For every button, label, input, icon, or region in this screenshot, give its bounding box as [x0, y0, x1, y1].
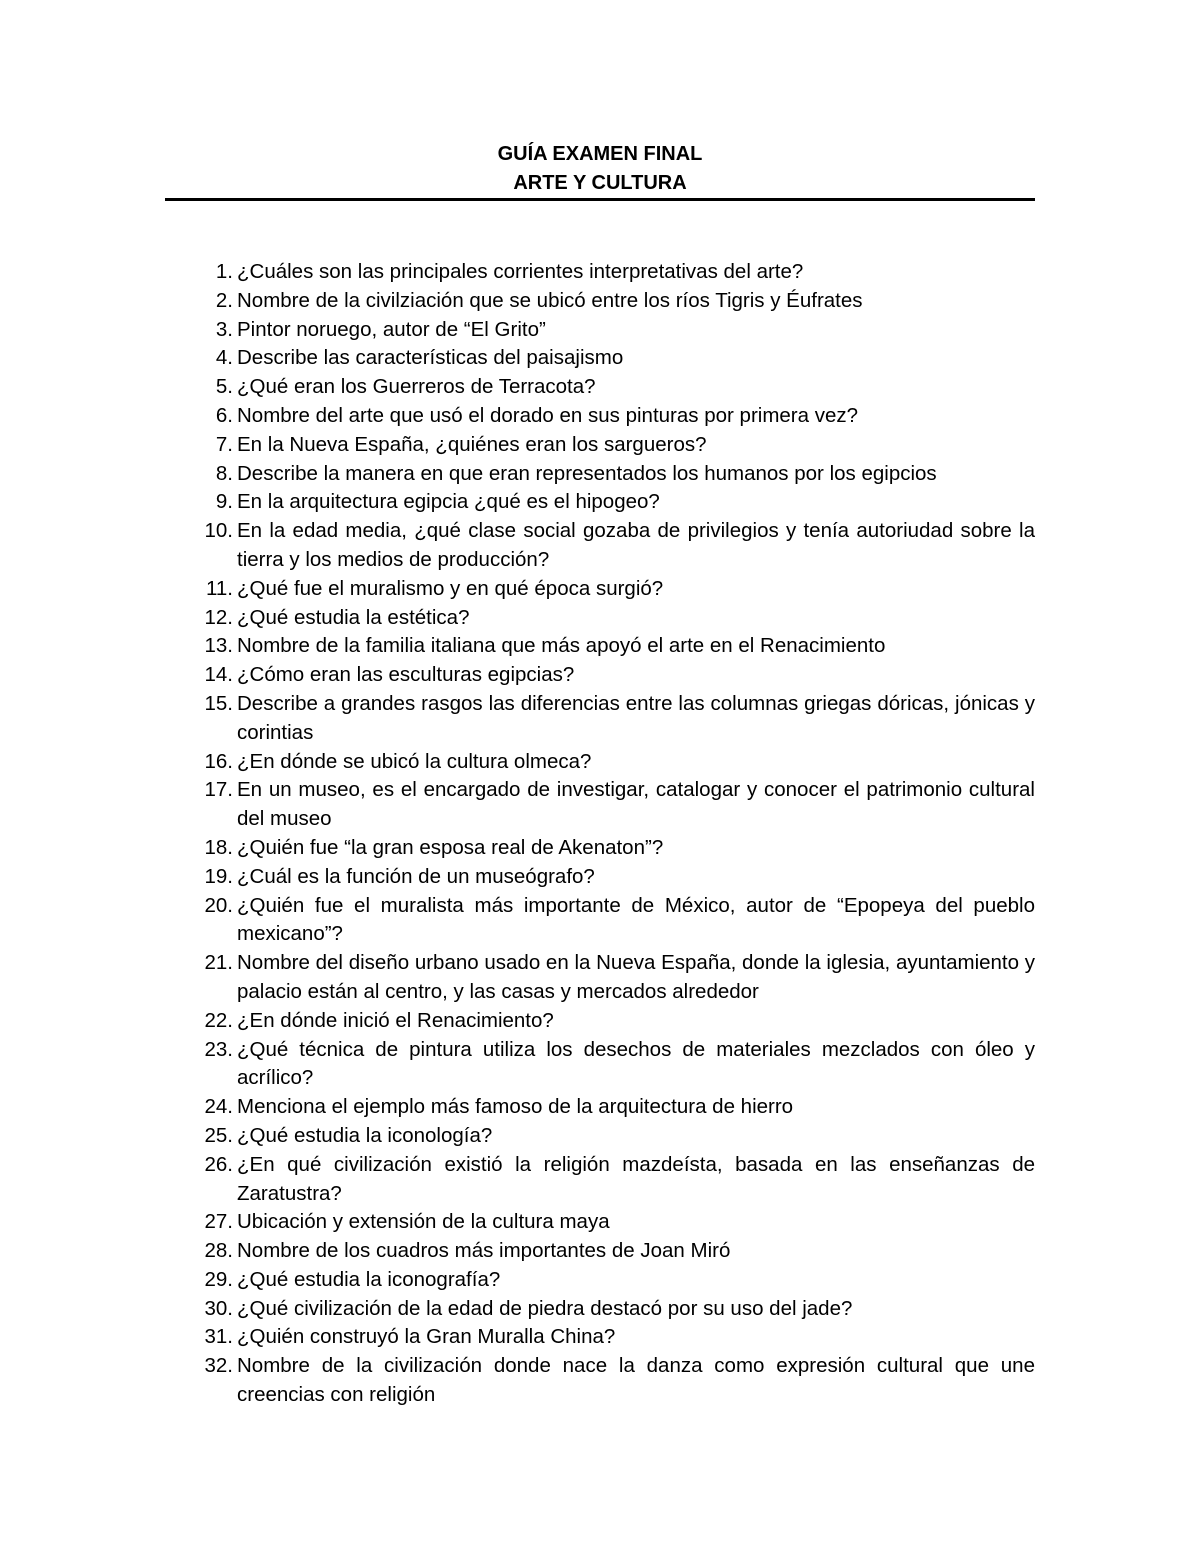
question-text: ¿Qué técnica de pintura utiliza los desechos de materiales mezclados con óleo y acrílico?: [237, 1037, 1035, 1090]
question-item: [0, 1122, 1035, 1151]
question-number: 31.: [204, 1325, 233, 1349]
question-number: 32.: [204, 1354, 233, 1378]
question-item: [0, 1036, 1035, 1094]
question-text: En la edad media, ¿qué clase social gozaba de privilegios y tenía autoriudad sobre la tierra y los medios de producción?: [237, 519, 1035, 571]
question-text: ¿En dónde inició el Renacimiento?: [237, 1008, 554, 1032]
question-item: [0, 1323, 1035, 1352]
question-number: 18.: [204, 835, 233, 859]
question-text: ¿Qué estudia la estética?: [237, 605, 470, 629]
header-divider: [165, 198, 1035, 201]
question-item: [0, 661, 1035, 690]
question-list: [0, 258, 1200, 1410]
question-item: [0, 575, 1035, 604]
question-number: 9.: [215, 490, 233, 514]
question-number: 30.: [204, 1296, 233, 1320]
question-number: 5.: [215, 375, 233, 399]
question-number: 16.: [204, 749, 233, 773]
question-text: ¿Qué civilización de la edad de piedra destacó por su uso del jade?: [237, 1296, 853, 1320]
question-number: 24.: [204, 1095, 233, 1119]
question-text: Nombre del diseño urbano usado en la Nueva España, donde la iglesia, ayuntamiento y palacio están al centro, y las casas y mercados alrededor: [237, 951, 1035, 1003]
question-number: 6.: [215, 403, 233, 427]
question-number: 29.: [204, 1267, 233, 1291]
question-number: 10.: [204, 519, 233, 543]
question-item: [0, 402, 1035, 431]
page-subtitle: ARTE Y CULTURA: [513, 172, 687, 194]
question-text: Ubicación y extensión de la cultura maya: [237, 1210, 610, 1234]
question-item: [0, 1151, 1035, 1209]
question-number: 13.: [204, 634, 233, 658]
question-item: [0, 1093, 1035, 1122]
question-item: [0, 776, 1035, 834]
question-number: 8.: [215, 461, 233, 485]
question-text: Nombre de los cuadros más importantes de Joan Miró: [237, 1239, 731, 1263]
question-number: 27.: [204, 1210, 233, 1234]
question-number: 14.: [204, 663, 233, 687]
question-text: ¿Qué eran los Guerreros de Terracota?: [237, 375, 596, 399]
question-item: [0, 1295, 1035, 1324]
question-item: [0, 892, 1035, 950]
question-number: 28.: [204, 1239, 233, 1263]
question-text: Pintor noruego, autor de “El Grito”: [237, 317, 546, 341]
question-number: 12.: [204, 605, 233, 629]
question-text: En un museo, es el encargado de investigar, catalogar y conocer el patrimonio cultural del museo: [237, 778, 1035, 831]
question-text: Menciona el ejemplo más famoso de la arquitectura de hierro: [237, 1095, 794, 1119]
question-number: 17.: [204, 778, 233, 802]
question-item: [0, 834, 1035, 863]
question-text: ¿Cuáles son las principales corrientes interpretativas del arte?: [237, 260, 804, 283]
question-item: [0, 863, 1035, 892]
question-text: Describe las características del paisajismo: [237, 346, 624, 370]
question-text: En la arquitectura egipcia ¿qué es el hipogeo?: [237, 490, 660, 514]
question-text: ¿Cuál es la función de un museógrafo?: [237, 864, 595, 888]
question-number: 26.: [204, 1152, 233, 1176]
question-item: [0, 632, 1035, 661]
question-number: 3.: [215, 317, 233, 341]
question-item: [0, 488, 1035, 517]
question-number: 25.: [204, 1123, 233, 1147]
document-header: [0, 140, 1200, 198]
question-number: 22.: [204, 1008, 233, 1032]
question-number: 20.: [204, 893, 233, 917]
question-item: [0, 1352, 1035, 1410]
question-item: [0, 517, 1035, 575]
question-item: [0, 431, 1035, 460]
question-text: ¿En dónde se ubicó la cultura olmeca?: [237, 749, 592, 773]
question-item: [0, 316, 1035, 345]
question-item: [0, 690, 1035, 748]
question-text: Nombre de la familia italiana que más apoyó el arte en el Renacimiento: [237, 634, 886, 658]
question-number: 7.: [215, 432, 233, 456]
question-item: [0, 373, 1035, 402]
question-item: [0, 287, 1035, 316]
question-text: ¿Quién fue “la gran esposa real de Akenaton”?: [237, 835, 664, 859]
question-item: [0, 460, 1035, 489]
question-number: 15.: [204, 691, 233, 715]
question-item: [0, 748, 1035, 777]
page-title: GUÍA EXAMEN FINAL: [497, 143, 703, 165]
question-text: Describe la manera en que eran representados los humanos por los egipcios: [237, 461, 937, 485]
question-number: 4.: [215, 346, 233, 370]
question-text: ¿Quién fue el muralista más importante de México, autor de “Epopeya del pueblo mexicano”?: [237, 893, 1035, 946]
question-text: ¿En qué civilización existió la religión mazdeísta, basada en las enseñanzas de Zaratustra?: [237, 1152, 1035, 1205]
question-item: [0, 949, 1035, 1007]
question-item: [0, 344, 1035, 373]
question-item: [0, 1007, 1035, 1036]
question-text: ¿Qué fue el muralismo y en qué época surgió?: [237, 576, 664, 600]
question-text: ¿Cómo eran las esculturas egipcias?: [237, 663, 575, 687]
question-text: En la Nueva España, ¿quiénes eran los sargueros?: [237, 432, 707, 456]
question-number: 23.: [204, 1037, 233, 1061]
question-item: [0, 258, 1035, 287]
question-text: ¿Qué estudia la iconología?: [237, 1123, 493, 1147]
question-number: 1.: [215, 260, 233, 283]
question-item: [0, 1266, 1035, 1295]
question-text: ¿Quién construyó la Gran Muralla China?: [237, 1325, 616, 1349]
question-number: 11.: [206, 576, 233, 600]
question-number: 21.: [204, 951, 233, 975]
question-item: [0, 604, 1035, 633]
question-text: Describe a grandes rasgos las diferencias entre las columnas griegas dóricas, jónicas y corintias: [237, 691, 1035, 744]
question-text: ¿Qué estudia la iconografía?: [237, 1267, 501, 1291]
question-text: Nombre del arte que usó el dorado en sus pinturas por primera vez?: [237, 403, 859, 427]
question-item: [0, 1237, 1035, 1266]
question-item: [0, 1208, 1035, 1237]
question-number: 19.: [204, 864, 233, 888]
question-text: Nombre de la civilziación que se ubicó entre los ríos Tigris y Éufrates: [237, 288, 863, 312]
question-number: 2.: [215, 288, 233, 312]
question-text: Nombre de la civilización donde nace la danza como expresión cultural que une creencias con religión: [237, 1354, 1035, 1407]
